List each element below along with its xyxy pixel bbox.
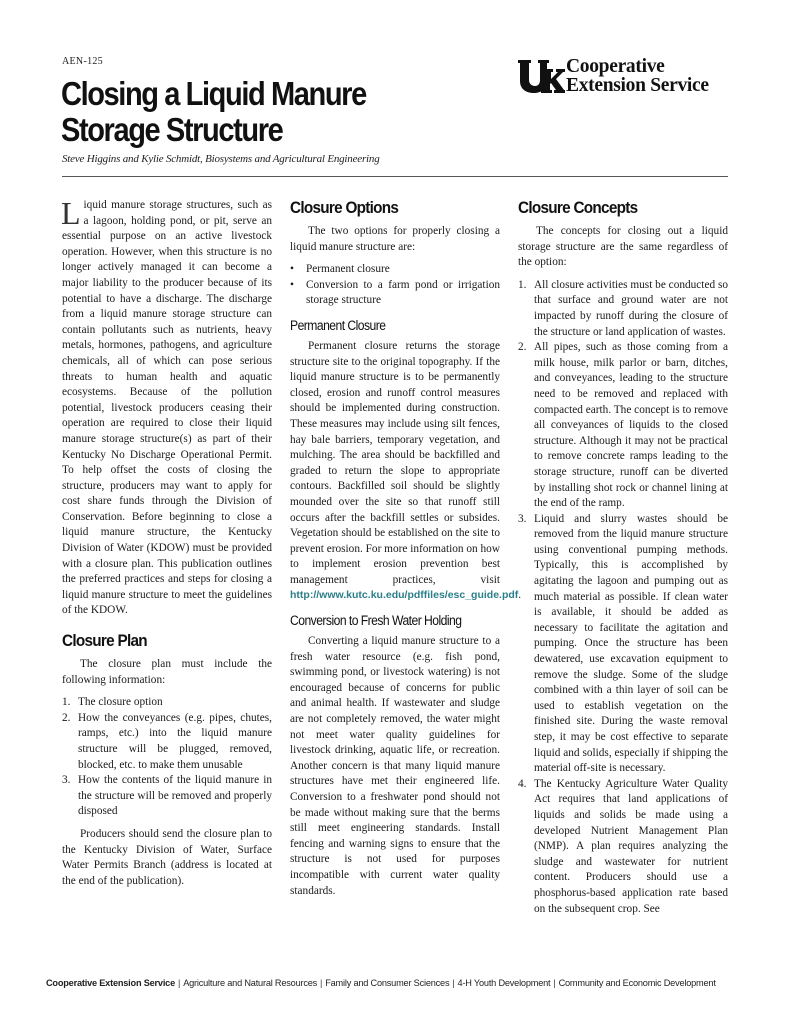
list-item: 3. Liquid and slurry wastes should be removed from the liquid manure structure using conventional pumping methods. Typically, this is accomplished by agitating the lagoon and pumping out as much material as possible. If clean water is available, it should be added as necessary to facilitate the agitation and pumping. Once the structure has been dewatered, use excavation equipment to remove the sludge. Some of the sludge combined with a thin layer of soil can be used to establish vegetation on the finished site. During the waste removal step, it may be cost effective to separate liquid and solids, especially if shipping the material off-site is necessary.: [518, 512, 728, 775]
permanent-closure-text: Permanent closure returns the storage structure site to the original topography. If the liquid manure structure is to be permanently closed, erosion and runoff control measures should be implemented during construction. These measures may include using silt fences, hay bale barriers, temporary vegetation, and mulching. The area should be backfilled and graded to return the slope to appropriate contours. Backfilled soil should be slightly mounded over the site so that runoff still occurs after the backfill settles or subsides. Vegetation should be established on the site to prevent erosion. For more information on how to implement erosion prevention best management practices, visit http://www.kutc.ku.edu/pdffiles/esc_guide.pdf.: [290, 339, 522, 602]
footer: Cooperative Extension Service | Agriculture and Natural Resources | Family and Consumer Sciences | 4-H Youth Development | Community and Economic Development: [46, 978, 716, 988]
closure-options-intro: The two options for properly closing a liquid manure structure are:: [290, 225, 500, 253]
closure-options-heading: Closure Options: [290, 198, 399, 217]
closure-concepts-heading: Closure Concepts: [518, 198, 638, 217]
erosion-guide-link[interactable]: http://www.kutc.ku.edu/pdffiles/esc_guide.pdf: [290, 589, 519, 602]
list-item: 4. The Kentucky Agriculture Water Quality Act requires that land applications of liquids and solids be made using a developed Nutrient Management Plan (NMP). A plan requires analyzing the sludge and wastewater for nutrient content. Producers should use a phosphorus-based application rate based on the subsequent crop. See: [518, 777, 728, 915]
authors: Steve Higgins and Kylie Schmidt, Biosystems and Agricultural Engineering: [62, 153, 380, 165]
closure-concepts-list: [518, 278, 728, 917]
intro-paragraph: [61, 195, 272, 619]
intro-text: iquid manure storage structures, such as a lagoon, holding pond, or pit, serve an essential purpose on an active livestock operation. However, when this structure is no longer actively managed it can become a major liability to the producer because of its potential to have a discharge. The discharge from a liquid manure storage structure can contain pollutants such as nutrients, heavy metals, hormones, pathogens, and agriculture chemicals, all of which can pose serious threats to human health and aquatic ecosystems. Because of the pollution potential, livestock producers ceasing their operation are required to close their liquid manure storage structure(s) as part of their Kentucky No Discharge Operational Permit. To help offset the costs of closing the structure, producers may want to apply for cost share funds through the Division of Conservation. Before beginning to close a liquid manure structure, the Kentucky Division of Water (KDOW) must be provided with a closure plan. This publication outlines the preferred practices and steps for closing a liquid manure structure to meet the guidelines of the KDOW.: [62, 199, 272, 617]
closure-options-list: [290, 262, 500, 309]
uk-logo-icon: [517, 56, 565, 96]
column-2: [290, 198, 522, 906]
closure-plan-heading: Closure Plan: [62, 631, 147, 651]
list-item: 1. All closure activities must be conducted so that surface and ground water are not impacted by runoff during the closure of the structure or land application of wastes.: [518, 278, 728, 338]
list-item: 2. All pipes, such as those coming from a milk house, milk parlor or barn, ditches, and conveyances, leading to the structure need to be removed and replaced with compacted earth. The concept is to remove all conveyances of liquids to the closed structure. Although it may not be practical to remove concrete ramps leading to the storage structure, runoff can be diverted by installing shot rock or channel lining at the end of the ramp.: [518, 341, 728, 510]
list-item: 3. How the contents of the liquid manure in the structure will be removed and properly disposed: [62, 774, 272, 818]
page-title: [61, 76, 448, 148]
header-rule: [62, 176, 728, 177]
closure-concepts-intro: The concepts for closing out a liquid storage structure are the same regardless of the option:: [518, 225, 728, 269]
column-3: [518, 198, 728, 924]
footer-brand: Cooperative Extension Service: [46, 978, 176, 988]
title-line-1: Closing a Liquid Manure: [61, 75, 366, 112]
fresh-water-heading: Conversion to Fresh Water Holding: [290, 613, 462, 629]
footer-item: Community and Economic Development: [558, 978, 716, 988]
closure-plan-list: [62, 695, 272, 820]
logo-text: [566, 57, 709, 95]
list-item: • Conversion to a farm pond or irrigation storage structure: [290, 278, 500, 307]
column-1: [61, 195, 272, 896]
closure-plan-outro: Producers should send the closure plan to the Kentucky Division of Water, Surface Water Permits Branch (address is located at the end of the publication).: [62, 827, 272, 887]
logo-line-2: Extension Service: [566, 75, 709, 96]
logo-line-1: Cooperative: [566, 56, 665, 77]
footer-item: Family and Consumer Sciences: [325, 978, 450, 988]
closure-plan-intro: The closure plan must include the following information:: [62, 658, 272, 686]
permanent-closure-heading: Permanent Closure: [290, 317, 386, 333]
drop-cap: L: [61, 195, 81, 231]
list-item: 2. How the conveyances (e.g. pipes, chutes, ramps, etc.) into the liquid manure structure will be plugged, removed, blocked, etc. to make them unusable: [62, 711, 272, 771]
title-line-2: Storage Structure: [61, 111, 283, 148]
list-item: • Permanent closure: [290, 263, 390, 276]
footer-item: Agriculture and Natural Resources: [183, 978, 318, 988]
list-item: 1. The closure option: [62, 696, 163, 709]
pub-number: AEN-125: [62, 56, 103, 67]
fresh-water-text: Converting a liquid manure structure to a fresh water resource (e.g. fish pond, swimming pond, or livestock watering) is not encouraged because of concerns for public and animal health. If wastewater and sludge are not completely removed, the water might not meet water quality guidelines for livestock drinking, aquatic life, or recreation. Another concern is that many liquid manure structures have met their engineered life. Conversion to a freshwater pond should not be made without making sure that the berms still meet engineering standards. Install fencing and warning signs to ensure that the structure is not used for purposes incompatible with current water quality standards.: [290, 635, 500, 897]
footer-item: 4-H Youth Development: [457, 978, 551, 988]
uk-extension-logo: [517, 56, 737, 100]
